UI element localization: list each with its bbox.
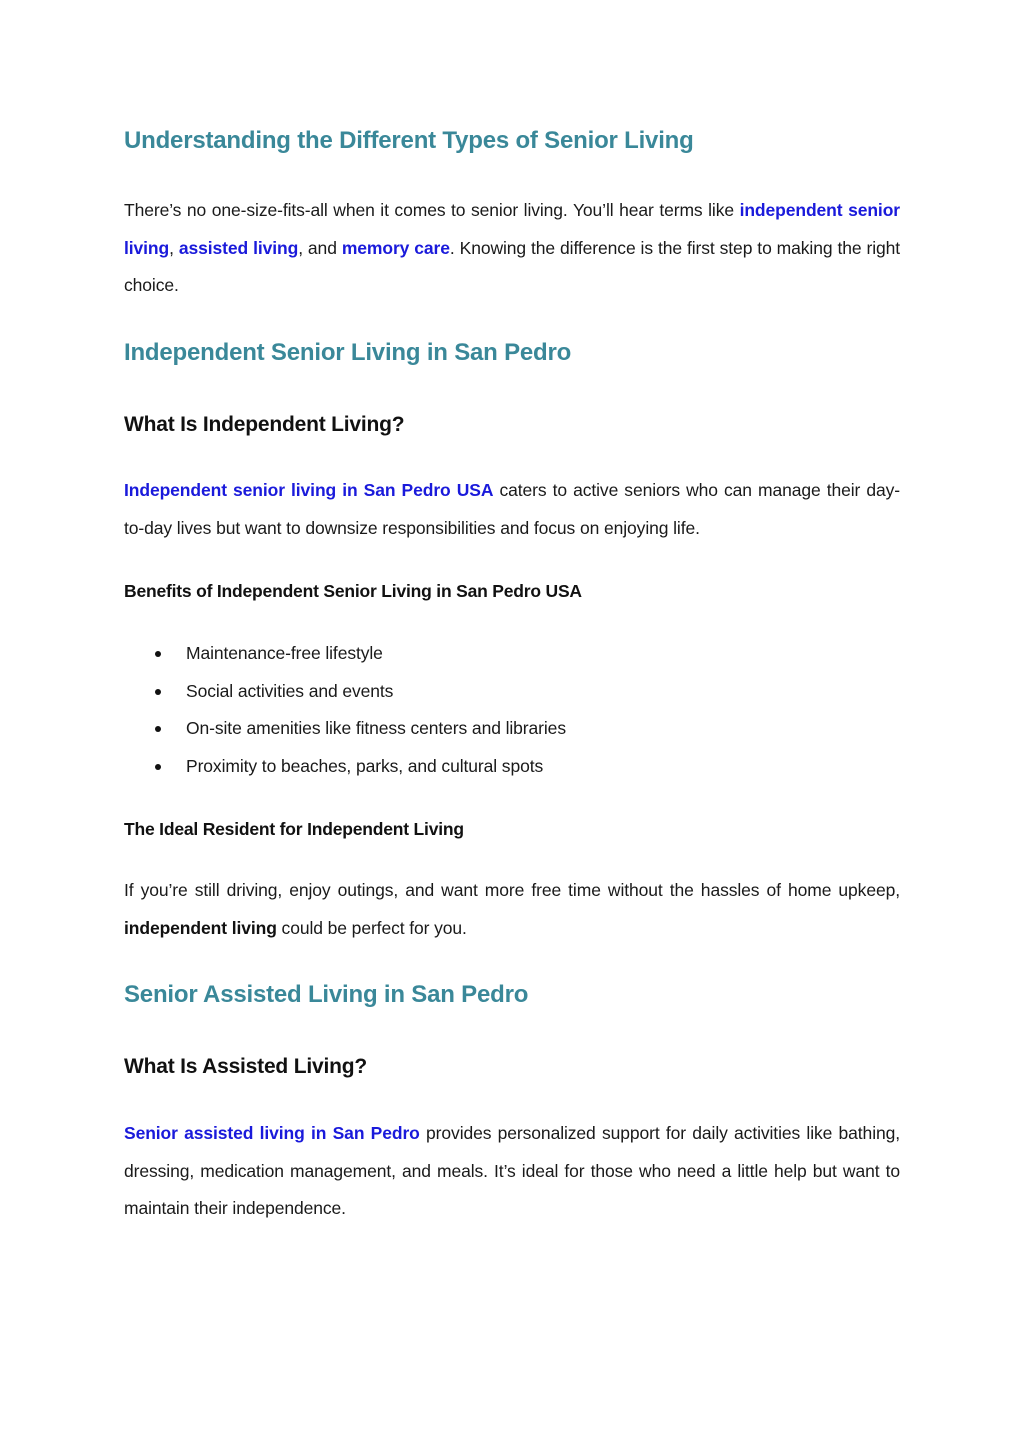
bullet-icon <box>155 726 161 732</box>
intro-text-2: , <box>169 237 179 258</box>
heading-benefits: Benefits of Independent Senior Living in San Pedro USA <box>124 581 582 601</box>
ideal-resident-paragraph <box>124 872 900 947</box>
intro-paragraph <box>124 192 900 305</box>
link-independent-senior-living-san-pedro[interactable]: Independent senior living in San Pedro USA <box>124 480 494 500</box>
list-item <box>124 635 566 673</box>
independent-living-text: caters to active seniors who can manage their day-to-day lives but want to downsize responsibilities and focus on enjoying life. <box>124 480 901 538</box>
intro-text-1: There’s no one-size-fits-all when it comes to senior living. You’ll hear terms like <box>124 200 740 220</box>
bullet-icon <box>155 764 161 770</box>
benefit-text: Maintenance-free lifestyle <box>186 643 383 663</box>
heading-independent-senior-living: Independent Senior Living in San Pedro <box>124 339 572 366</box>
list-item <box>124 673 566 711</box>
link-assisted-living[interactable]: assisted living <box>178 237 299 258</box>
benefit-text: On-site amenities like fitness centers and libraries <box>186 718 566 739</box>
link-memory-care[interactable]: memory care <box>341 237 450 258</box>
subheading-what-is-independent-living: What Is Independent Living? <box>124 413 405 436</box>
subheading-what-is-assisted-living: What Is Assisted Living? <box>124 1055 367 1078</box>
link-senior-assisted-living-san-pedro[interactable]: Senior assisted living in San Pedro <box>124 1123 420 1143</box>
bullet-icon <box>155 651 161 657</box>
ideal-text-1: If you’re still driving, enjoy outings, and want more free time without the hassles of home upkeep, <box>124 880 900 900</box>
heading-types-of-senior-living: Understanding the Different Types of Senior Living <box>124 127 694 154</box>
list-item <box>124 710 566 748</box>
assisted-living-text: provides personalized support for daily activities like bathing, dressing, medication management, and meals. It’s ideal for those who need a little help but want to maintain their independence. <box>124 1123 901 1219</box>
benefit-text: Proximity to beaches, parks, and cultural spots <box>186 756 544 777</box>
bullet-icon <box>155 689 161 695</box>
intro-text-3: , and <box>298 237 342 258</box>
assisted-living-paragraph <box>124 1115 900 1228</box>
link-independent-senior-living[interactable]: independent senior living <box>124 200 900 258</box>
ideal-strong-text: independent living <box>124 917 277 938</box>
intro-text-4: . Knowing the difference is the first step to making the right choice. <box>124 237 901 296</box>
ideal-text-2: could be perfect for you. <box>276 917 467 938</box>
benefit-text: Social activities and events <box>186 680 394 701</box>
heading-ideal-resident: The Ideal Resident for Independent Living <box>124 819 464 839</box>
heading-senior-assisted-living: Senior Assisted Living in San Pedro <box>124 981 529 1008</box>
independent-living-paragraph <box>124 472 900 547</box>
benefits-list <box>124 635 566 786</box>
list-item <box>124 748 566 786</box>
